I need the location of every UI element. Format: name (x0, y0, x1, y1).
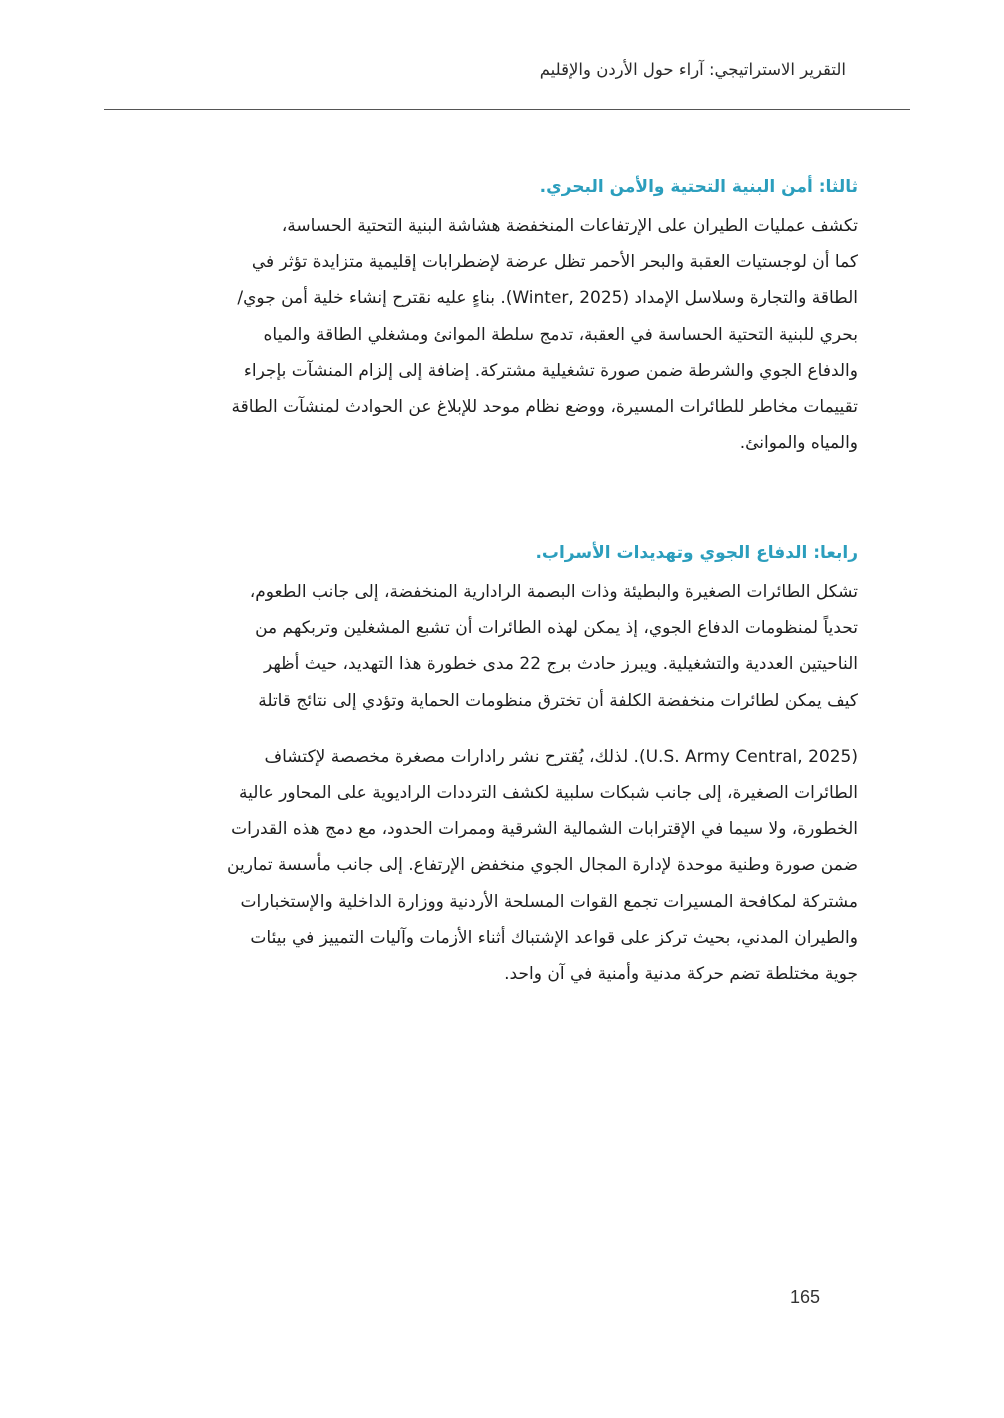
running-header-title: التقرير الاستراتيجي: آراء حول الأردن والإقليم (539, 60, 846, 79)
paragraph-line: ضمن صورة وطنية موحدة لإدارة المجال الجوي منخفض الإرتفاع. إلى جانب مأسسة تمارين (227, 855, 858, 876)
page-number: 165 (790, 1287, 821, 1307)
paragraph-line: (U.S. Army Central, 2025). لذلك، يُقترح نشر رادارات مصغرة مخصصة لإكتشاف (264, 746, 858, 767)
paragraph-line: تشكل الطائرات الصغيرة والبطيئة وذات البصمة الرادارية المنخفضة، إلى جانب الطعوم، (249, 582, 858, 602)
paragraph-line: الطاقة والتجارة وسلاسل الإمداد (Winter, 2025). بناءٍ عليه نقترح إنشاء خلية أمن جوي/ (237, 288, 858, 309)
paragraph-line: بحري للبنية التحتية الحساسة في العقبة، تدمج سلطة الموانئ ومشغلي الطاقة والمياه (263, 324, 858, 345)
paragraph-spacer (146, 719, 858, 739)
paragraph-line: والمياه والموانئ. (739, 433, 858, 454)
section-infrastructure-security (146, 172, 858, 461)
header-divider (104, 109, 910, 110)
section-heading: ثالثا: أمن البنية التحتية والأمن البحري. (539, 177, 858, 197)
paragraph-line: تكشف عمليات الطيران على الإرتفاعات المنخفضة هشاشة البنية التحتية الحساسة، (281, 216, 858, 236)
section-paragraph (146, 739, 858, 992)
section-paragraph (146, 208, 858, 461)
paragraph-line: والطيران المدني، بحيث تركز على قواعد الإشتباك أثناء الأزمات وآليات التمييز في بيئات (250, 927, 858, 948)
paragraph-line: جوية مختلطة تضم حركة مدنية وأمنية في آن واحد. (504, 963, 858, 984)
section-paragraph (146, 574, 858, 719)
paragraph-line: كما أن لوجستيات العقبة والبحر الأحمر تظل عرضة لإضطرابات إقليمية متزايدة تؤثر في (251, 252, 858, 273)
paragraph-line: تقييمات مخاطر للطائرات المسيرة، ووضع نظام موحد للإبلاغ عن الحوادث لمنشآت الطاقة (231, 396, 858, 417)
paragraph-line: الناحيتين العددية والتشغيلية. ويبرز حادث برج 22 مدى خطورة هذا التهديد، حيث أظهر (263, 654, 858, 675)
paragraph-line: الطائرات الصغيرة، إلى جانب شبكات سلبية لكشف الترددات الراديوية على المحاور عالية (239, 782, 858, 803)
paragraph-line: مشتركة لمكافحة المسيرات تجمع القوات المسلحة الأردنية ووزارة الداخلية والإستخبارات (240, 891, 858, 912)
paragraph-line: كيف يمكن لطائرات منخفضة الكلفة أن تخترق منظومات الحماية وتؤدي إلى نتائج قاتلة (258, 690, 858, 711)
paragraph-line: تحدياً لمنظومات الدفاع الجوي، إذ يمكن لهذه الطائرات أن تشبع المشغلين وتربكهم من (255, 618, 858, 639)
section-heading: رابعا: الدفاع الجوي وتهديدات الأسراب. (535, 543, 858, 563)
paragraph-line: والدفاع الجوي والشرطة ضمن صورة تشغيلية مشتركة. إضافة إلى إلزام المنشآت بإجراء (243, 360, 858, 381)
paragraph-line: الخطورة، ولا سيما في الإقترابات الشمالية الشرقية وممرات الحدود، مع دمج هذه القدرات (231, 819, 858, 840)
section-air-defense (146, 538, 858, 992)
